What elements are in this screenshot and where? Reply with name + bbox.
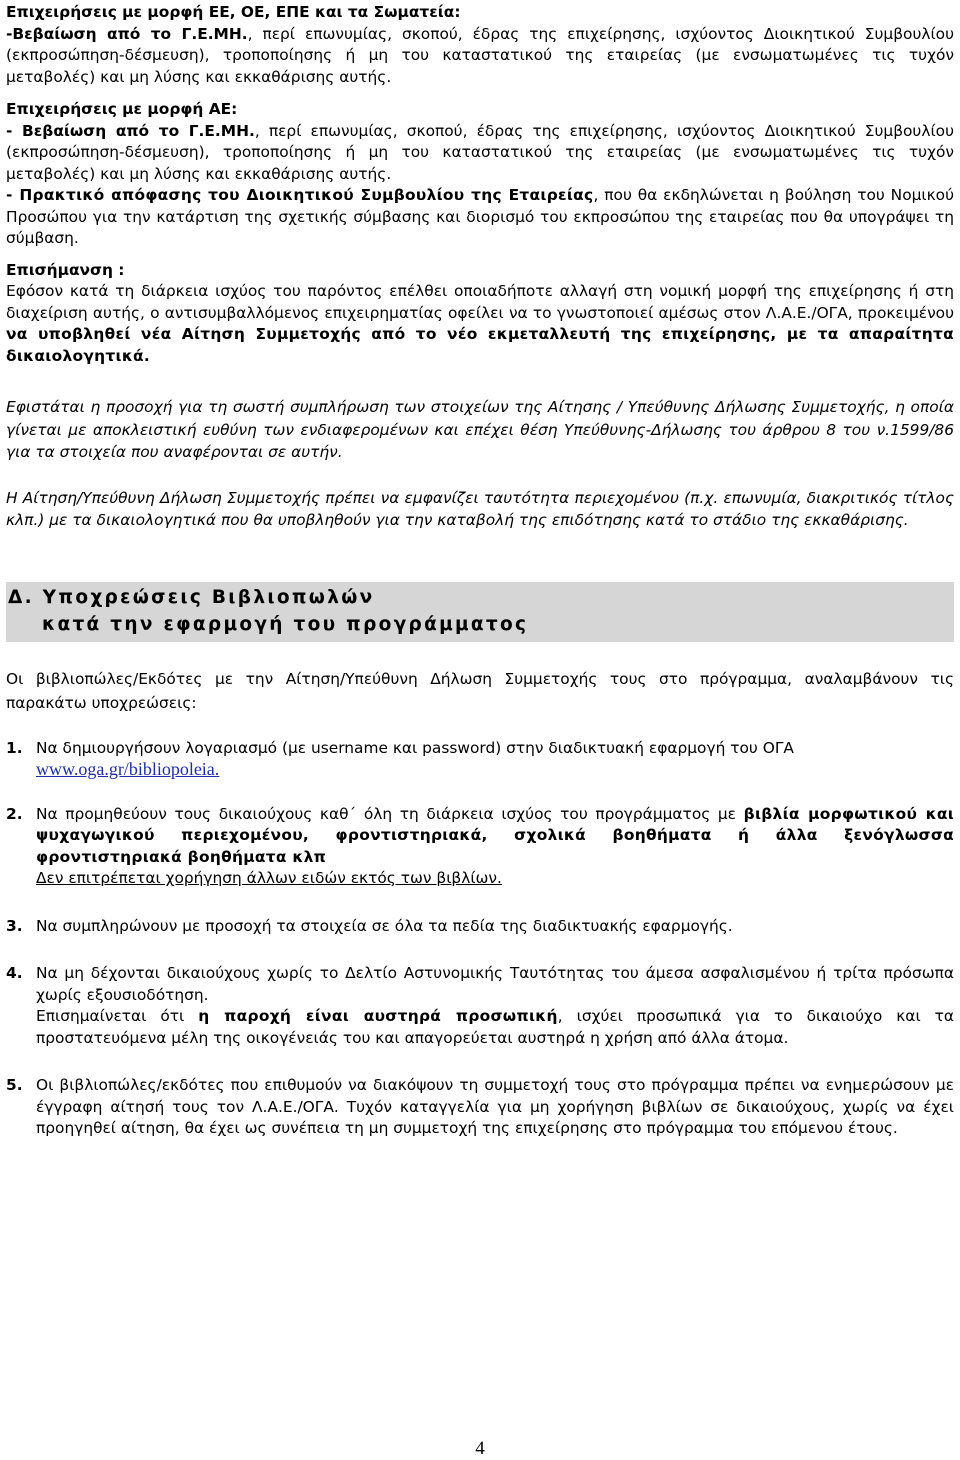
section-d-title-line-2: κατά την εφαρμογή του προγράμματος (42, 613, 529, 635)
section-d-intro: Οι βιβλιοπώλες/Εκδότες με την Αίτηση/Υπεύθυνη Δήλωση Συμμετοχής τους στο πρόγραμμα, αναλαμβάνουν τις παρακάτω υποχρεώσεις: (6, 669, 954, 712)
block-ae-bold-lead-2: - Πρακτικό απόφασης του Διοικητικού Συμβουλίου της Εταιρείας (6, 186, 594, 204)
item-underlined-note: Δεν επιτρέπεται χορήγηση άλλων ειδών εκτός των βιβλίων. (36, 869, 502, 887)
block-ae-text-2: , που θα εκδηλώνεται η βούληση του Νομικού Προσώπου για την κατάρτιση της σχετικής σύμβασης και διορισμό του εκπροσώπου της εταιρείας που θα υπογράψει τη σύμβαση. (6, 186, 955, 247)
notice-heading: Επισήμανση : (6, 260, 125, 279)
item-number: 5. (6, 1076, 23, 1094)
item-body (36, 738, 954, 782)
obligation-item-5 (6, 1075, 954, 1140)
block-ae (6, 99, 954, 250)
block-ae-text: , περί επωνυμίας, σκοπού, έδρας της επιχείρησης, ισχύοντος Διοικητικού Συμβουλίου (εκπροσώπηση-δέσμευση), τροποποίησης ή μη του καταστατικού της εταιρείας (με ενσωματωμένες τις τυχόν μεταβολές) και μη λύσης και εκκαθάρισης αυτής. (6, 121, 954, 183)
block-oe (6, 2, 954, 88)
page-number: 4 (475, 1438, 485, 1459)
item-text: Να μη δέχονται δικαιούχους χωρίς το Δελτίο Αστυνομικής Ταυτότητας του άμεσα ασφαλισμένου ή τρίτα πρόσωπα χωρίς εξουσιοδότηση. (36, 964, 954, 1004)
obligation-item-3 (6, 916, 954, 938)
block-oe-paragraph (6, 24, 954, 89)
item-note-bold: η παροχή είναι αυστηρά προσωπική (198, 1007, 558, 1025)
notice-block (6, 260, 954, 368)
item-body (36, 963, 954, 1049)
item-number: 1. (6, 738, 23, 757)
item-number: 2. (6, 804, 23, 823)
item-text: Οι βιβλιοπώλες/εκδότες που επιθυμούν να διακόψουν τη συμμετοχή τους στο πρόγραμμα πρέπει να ενημερώσουν με έγγραφη αίτησή τους τον Λ.Α.Ε./ΟΓΑ. Τυχόν καταγγελία για μη χορήγηση βιβλίων σε δικαιούχους, χωρίς να έχει προηγηθεί αίτηση, θα έχει ως συνέπεια τη μη συμμετοχή της επιχείρησης στο πρόγραμμα του επόμενου έτους. (36, 1076, 954, 1137)
block-ae-paragraph-1 (6, 121, 954, 186)
item-note-tail: , ισχύει προσωπικά για το δικαιούχο και τα προστατευόμενα μέλη της οικογένειάς του και απαγορεύεται αυστηρά η χρήση από άλλα άτομα. (36, 1007, 955, 1047)
oga-bibliopoleia-link[interactable]: www.oga.gr/bibliopoleia. (36, 759, 220, 779)
item-note-lead: Επισημαίνεται ότι (36, 1007, 199, 1025)
italic-paragraph-2: Η Αίτηση/Υπεύθυνη Δήλωση Συμμετοχής πρέπει να εμφανίζει ταυτότητα περιεχομένου (π.χ. επωνυμία, διακριτικός τίτλος κλπ.) με τα δικαιολογητικά που θα υποβληθούν για την καταβολή της επιδότησης κατά το στάδιο της εκκαθάρισης. (6, 488, 954, 529)
notice-paragraph (6, 281, 954, 367)
item-text: Να προμηθεύουν τους δικαιούχους καθ΄ όλη τη διάρκεια ισχύος του προγράμματος με (36, 804, 744, 823)
item-number: 4. (6, 964, 23, 982)
item-body (36, 804, 954, 890)
obligation-item-2 (6, 804, 954, 890)
block-oe-text: , περί επωνυμίας, σκοπού, έδρας της επιχείρησης, ισχύοντος Διοικητικού Συμβουλίου (εκπροσώπηση-δέσμευση), τροποποίησης ή μη του καταστατικού της εταιρείας (με ενσωματωμένες τις τυχόν μεταβολές) και μη λύσης και εκκαθάρισης αυτής. (6, 24, 954, 86)
block-oe-heading: Επιχειρήσεις με μορφή ΕΕ, ΟΕ, ΕΠΕ και τα Σωματεία: (6, 3, 461, 21)
document-page (6, 2, 954, 1140)
notice-bold-end: να υποβληθεί νέα Αίτηση Συμμετοχής από το νέο εκμεταλλευτή της επιχείρησης, με τα απαραίτητα δικαιολογητικά. (6, 325, 954, 365)
item-text: Να δημιουργήσουν λογαριασμό (με username και password) στην διαδικτυακή εφαρμογή του ΟΓΑ (36, 738, 794, 757)
item-number: 3. (6, 916, 23, 935)
block-ae-paragraph-2 (6, 185, 954, 250)
obligation-item-1 (6, 738, 954, 782)
block-oe-bold-lead: -Βεβαίωση από το Γ.Ε.ΜΗ. (6, 24, 248, 43)
obligation-item-4 (6, 963, 954, 1049)
block-ae-bold-lead: - Βεβαίωση από το Γ.Ε.ΜΗ. (6, 121, 255, 140)
item-text: Να συμπληρώνουν με προσοχή τα στοιχεία σε όλα τα πεδία της διαδικτυακής εφαρμογής. (36, 916, 733, 935)
item-bold-text: βιβλία μορφωτικού και ψυχαγωγικού περιεχομένου, φροντιστηριακά, σχολικά βοηθήματα ή άλλα ξενόγλωσσα φροντιστηριακά βοηθήματα κλπ (36, 804, 954, 866)
notice-text: Εφόσον κατά τη διάρκεια ισχύος του παρόντος επέλθει οποιαδήποτε αλλαγή στη νομική μορφή της επιχείρησης ή στη διαχείριση αυτής, ο αντισυμβαλλόμενος επιχειρηματίας οφείλει να το γνωστοποιεί αμέσως στον Λ.Α.Ε./ΟΓΑ, προκειμένου (6, 282, 954, 322)
section-d-title-line-1: Δ. Υποχρεώσεις Βιβλιοπωλών (8, 586, 375, 608)
italic-paragraph-1: Εφιστάται η προσοχή για τη σωστή συμπλήρωση των στοιχείων της Αίτησης / Υπεύθυνης Δήλωσης Συμμετοχής, η οποία γίνεται με αποκλειστική ευθύνη των ενδιαφερομένων και επέχει θέση Υπεύθυνης-Δήλωσης του άρθρου 8 του ν.1599/86 για τα στοιχεία που αναφέρονται σε αυτήν. (6, 398, 954, 461)
block-ae-heading: Επιχειρήσεις με μορφή ΑΕ: (6, 100, 238, 118)
section-d-title (6, 582, 954, 642)
item-note (36, 1006, 954, 1049)
